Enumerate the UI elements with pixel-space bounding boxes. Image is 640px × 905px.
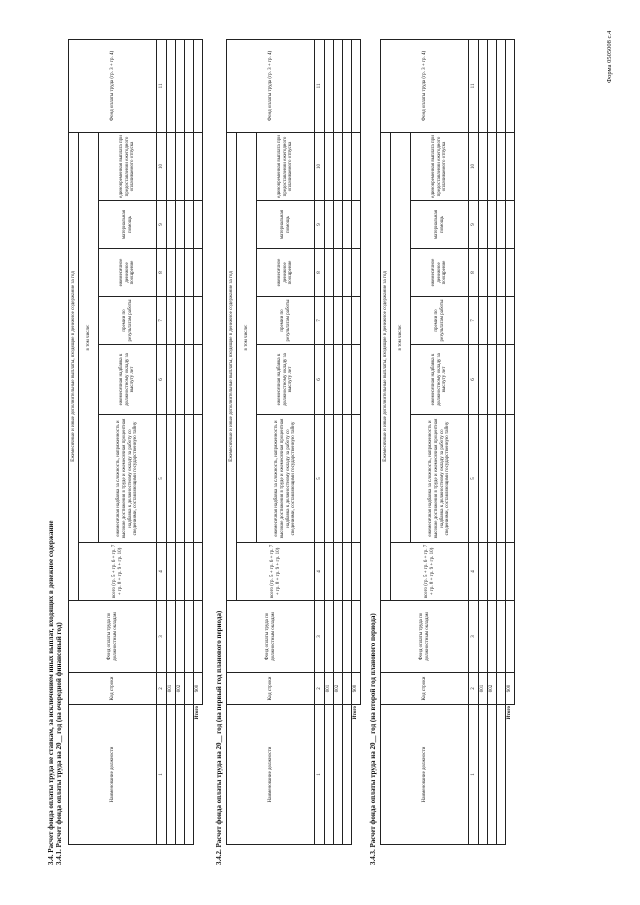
header-col6: ежемесячная надбавка к должностному окладу за выслугу лет xyxy=(257,345,315,415)
input-cell[interactable] xyxy=(479,39,488,132)
input-cell[interactable] xyxy=(176,601,185,673)
input-cell[interactable] xyxy=(185,345,194,415)
header-total: всего (гр. 5 + гр. 6 + гр. 7 + гр. 8 + гр. 9 + гр. 10) xyxy=(391,543,469,601)
total-label: Итого xyxy=(506,705,515,845)
payroll-table xyxy=(68,39,203,845)
input-cell[interactable] xyxy=(185,201,194,249)
input-cell[interactable] xyxy=(479,249,488,297)
column-number: 9 xyxy=(157,201,167,249)
input-cell[interactable] xyxy=(176,415,185,543)
input-cell[interactable] xyxy=(185,673,194,705)
header-col10: единовременная выплата при предоставлении ежегодного оплачиваемого отпуска xyxy=(99,132,157,200)
column-number: 9 xyxy=(315,201,325,249)
row-code: 002 xyxy=(176,673,185,705)
payroll-table xyxy=(380,39,515,845)
total-cell[interactable] xyxy=(506,249,515,297)
column-number: 8 xyxy=(469,249,479,297)
input-cell[interactable] xyxy=(176,345,185,415)
column-number: 4 xyxy=(315,543,325,601)
input-cell[interactable] xyxy=(497,39,506,132)
column-number: 11 xyxy=(157,39,167,132)
input-cell[interactable] xyxy=(167,415,176,543)
input-cell[interactable] xyxy=(325,249,334,297)
payroll-table xyxy=(226,39,361,845)
total-cell[interactable] xyxy=(506,39,515,132)
column-number: 8 xyxy=(157,249,167,297)
row-code: 001 xyxy=(479,673,488,705)
input-cell[interactable] xyxy=(185,132,194,200)
section-title: 3.4. Расчет фонда оплаты труда не ставкам, за исключением иных выплат, входящих в денежное содержание xyxy=(47,520,55,865)
input-cell[interactable] xyxy=(185,415,194,543)
input-cell[interactable] xyxy=(325,201,334,249)
header-col9: материальная помощь xyxy=(99,201,157,249)
column-number: 7 xyxy=(157,297,167,345)
input-cell[interactable] xyxy=(343,39,352,132)
header-fund-total: Фонд оплаты труда (гр. 3 + гр. 4) xyxy=(381,39,469,132)
input-cell[interactable] xyxy=(488,705,497,845)
input-cell[interactable] xyxy=(343,297,352,345)
header-col6: ежемесячная надбавка к должностному окладу за выслугу лет xyxy=(99,345,157,415)
input-cell[interactable] xyxy=(479,705,488,845)
header-fund-total: Фонд оплаты труда (гр. 3 + гр. 4) xyxy=(227,39,315,132)
input-cell[interactable] xyxy=(479,201,488,249)
input-cell[interactable] xyxy=(167,601,176,673)
input-cell[interactable] xyxy=(167,705,176,845)
input-cell[interactable] xyxy=(488,201,497,249)
total-cell[interactable] xyxy=(352,132,361,200)
input-cell[interactable] xyxy=(176,39,185,132)
column-number: 11 xyxy=(315,39,325,132)
header-total: всего (гр. 5 + гр. 6 + гр. 7 + гр. 8 + гр. 9 + гр. 10) xyxy=(237,543,315,601)
input-cell[interactable] xyxy=(185,601,194,673)
input-cell[interactable] xyxy=(167,201,176,249)
input-cell[interactable] xyxy=(497,345,506,415)
input-cell[interactable] xyxy=(334,297,343,345)
input-cell[interactable] xyxy=(185,297,194,345)
input-cell[interactable] xyxy=(325,39,334,132)
header-col10: единовременная выплата при предоставлении ежегодного оплачиваемого отпуска xyxy=(411,132,469,200)
input-cell[interactable] xyxy=(325,345,334,415)
header-incl: в том числе: xyxy=(237,132,257,542)
header-name: Наименование должности xyxy=(227,705,315,845)
column-number: 2 xyxy=(157,673,167,705)
input-cell[interactable] xyxy=(497,705,506,845)
input-cell[interactable] xyxy=(479,132,488,200)
input-cell[interactable] xyxy=(479,345,488,415)
input-cell[interactable] xyxy=(343,673,352,705)
header-group-title: Ежемесячные и иные дополнительные выплаты, входящие в денежное содержание за год xyxy=(69,132,79,600)
header-fund-by-salary: Фонд оплаты труда по должностным окладам xyxy=(69,601,157,673)
header-total: всего (гр. 5 + гр. 6 + гр. 7 + гр. 8 + гр. 9 + гр. 10) xyxy=(79,543,157,601)
header-col7: премии по результатам работы xyxy=(99,297,157,345)
header-fund-total: Фонд оплаты труда (гр. 3 + гр. 4) xyxy=(69,39,157,132)
header-name: Наименование должности xyxy=(69,705,157,845)
header-incl: в том числе: xyxy=(391,132,411,542)
header-incl: в том числе: xyxy=(79,132,99,542)
total-cell[interactable] xyxy=(352,543,361,601)
total-code: 900 xyxy=(352,673,361,705)
total-code: 900 xyxy=(506,673,515,705)
row-code: 002 xyxy=(334,673,343,705)
total-cell[interactable] xyxy=(194,543,203,601)
table-title-3: 3.4.3. Расчет фонда оплаты труда на 20__ год (на второй год планового периода) xyxy=(369,613,377,865)
input-cell[interactable] xyxy=(497,132,506,200)
header-col5: ежемесячная надбавка за сложность, напряженность и высокие достижения в труде и ежемесячная процентная надбавка к должностному окладу за работу со сведениями, составляющими государственную тайну xyxy=(411,415,469,543)
input-cell[interactable] xyxy=(185,705,194,845)
column-number: 10 xyxy=(469,132,479,200)
total-cell[interactable] xyxy=(352,201,361,249)
input-cell[interactable] xyxy=(185,543,194,601)
input-cell[interactable] xyxy=(167,39,176,132)
input-cell[interactable] xyxy=(325,132,334,200)
row-code: 001 xyxy=(325,673,334,705)
header-col8: ежемесячное денежное поощрение xyxy=(99,249,157,297)
total-cell[interactable] xyxy=(194,415,203,543)
input-cell[interactable] xyxy=(488,39,497,132)
table-title-1: 3.4.1. Расчет фонда оплаты труда на 20__ год (на очередной финансовый год) xyxy=(55,622,63,865)
input-cell[interactable] xyxy=(185,39,194,132)
total-cell[interactable] xyxy=(194,39,203,132)
total-cell[interactable] xyxy=(506,201,515,249)
column-number: 10 xyxy=(315,132,325,200)
input-cell[interactable] xyxy=(488,345,497,415)
total-cell[interactable] xyxy=(506,601,515,673)
input-cell[interactable] xyxy=(479,543,488,601)
header-fund-by-salary: Фонд оплаты труда по должностным окладам xyxy=(381,601,469,673)
column-number: 1 xyxy=(157,705,167,845)
input-cell[interactable] xyxy=(343,249,352,297)
total-cell[interactable] xyxy=(506,415,515,543)
total-cell[interactable] xyxy=(506,543,515,601)
input-cell[interactable] xyxy=(325,415,334,543)
input-cell[interactable] xyxy=(334,543,343,601)
header-group-title: Ежемесячные и иные дополнительные выплаты, входящие в денежное содержание за год xyxy=(227,132,237,600)
input-cell[interactable] xyxy=(334,705,343,845)
column-number: 6 xyxy=(157,345,167,415)
column-number: 7 xyxy=(315,297,325,345)
header-col7: премии по результатам работы xyxy=(411,297,469,345)
total-cell[interactable] xyxy=(194,201,203,249)
total-code: 900 xyxy=(194,673,203,705)
column-number: 8 xyxy=(315,249,325,297)
column-number: 5 xyxy=(157,415,167,543)
total-cell[interactable] xyxy=(506,297,515,345)
input-cell[interactable] xyxy=(497,249,506,297)
input-cell[interactable] xyxy=(167,543,176,601)
header-col5: ежемесячная надбавка за сложность, напряженность и высокие достижения в труде и ежемесячная процентная надбавка к должностному окладу за работу со сведениями, составляющими государственную тайну xyxy=(257,415,315,543)
input-cell[interactable] xyxy=(325,543,334,601)
input-cell[interactable] xyxy=(334,345,343,415)
header-code: Код строки xyxy=(381,673,469,705)
column-number: 4 xyxy=(469,543,479,601)
column-number: 5 xyxy=(315,415,325,543)
column-number: 11 xyxy=(469,39,479,132)
input-cell[interactable] xyxy=(176,249,185,297)
column-number: 10 xyxy=(157,132,167,200)
total-cell[interactable] xyxy=(194,345,203,415)
header-col8: ежемесячное денежное поощрение xyxy=(411,249,469,297)
header-code: Код строки xyxy=(227,673,315,705)
input-cell[interactable] xyxy=(497,415,506,543)
input-cell[interactable] xyxy=(497,543,506,601)
input-cell[interactable] xyxy=(488,249,497,297)
input-cell[interactable] xyxy=(488,132,497,200)
total-cell[interactable] xyxy=(194,297,203,345)
header-col7: премии по результатам работы xyxy=(257,297,315,345)
input-cell[interactable] xyxy=(479,601,488,673)
column-number: 9 xyxy=(469,201,479,249)
input-cell[interactable] xyxy=(488,415,497,543)
column-number: 6 xyxy=(315,345,325,415)
header-col9: материальная помощь xyxy=(411,201,469,249)
header-col5: ежемесячная надбавка за сложность, напряженность и высокие достижения в труде и ежемесячная процентная надбавка к должностному окладу за работу со сведениями, составляющими государственную тайну xyxy=(99,415,157,543)
total-cell[interactable] xyxy=(194,601,203,673)
total-label: Итого xyxy=(194,705,203,845)
column-number: 3 xyxy=(315,601,325,673)
total-cell[interactable] xyxy=(506,345,515,415)
input-cell[interactable] xyxy=(479,297,488,345)
input-cell[interactable] xyxy=(488,297,497,345)
input-cell[interactable] xyxy=(185,249,194,297)
row-code: 001 xyxy=(167,673,176,705)
input-cell[interactable] xyxy=(167,345,176,415)
input-cell[interactable] xyxy=(176,543,185,601)
column-number: 3 xyxy=(469,601,479,673)
input-cell[interactable] xyxy=(325,297,334,345)
input-cell[interactable] xyxy=(488,543,497,601)
form-stamp: Форма 0505008 с.4 xyxy=(606,30,613,83)
total-cell[interactable] xyxy=(506,132,515,200)
input-cell[interactable] xyxy=(334,415,343,543)
input-cell[interactable] xyxy=(343,201,352,249)
input-cell[interactable] xyxy=(343,705,352,845)
column-number: 3 xyxy=(157,601,167,673)
total-label: Итого xyxy=(352,705,361,845)
input-cell[interactable] xyxy=(325,705,334,845)
input-cell[interactable] xyxy=(497,201,506,249)
total-cell[interactable] xyxy=(352,39,361,132)
column-number: 6 xyxy=(469,345,479,415)
header-group-title: Ежемесячные и иные дополнительные выплаты, входящие в денежное содержание за год xyxy=(381,132,391,600)
column-number: 5 xyxy=(469,415,479,543)
header-col6: ежемесячная надбавка к должностному окладу за выслугу лет xyxy=(411,345,469,415)
column-number: 1 xyxy=(315,705,325,845)
header-col8: ежемесячное денежное поощрение xyxy=(257,249,315,297)
total-cell[interactable] xyxy=(352,345,361,415)
input-cell[interactable] xyxy=(167,249,176,297)
input-cell[interactable] xyxy=(343,543,352,601)
total-cell[interactable] xyxy=(352,249,361,297)
input-cell[interactable] xyxy=(167,297,176,345)
input-cell[interactable] xyxy=(334,201,343,249)
input-cell[interactable] xyxy=(343,601,352,673)
total-cell[interactable] xyxy=(194,132,203,200)
header-name: Наименование должности xyxy=(381,705,469,845)
input-cell[interactable] xyxy=(176,132,185,200)
input-cell[interactable] xyxy=(479,415,488,543)
input-cell[interactable] xyxy=(343,415,352,543)
column-number: 1 xyxy=(469,705,479,845)
input-cell[interactable] xyxy=(497,673,506,705)
header-code: Код строки xyxy=(69,673,157,705)
total-cell[interactable] xyxy=(352,415,361,543)
input-cell[interactable] xyxy=(343,132,352,200)
row-code: 002 xyxy=(488,673,497,705)
input-cell[interactable] xyxy=(176,201,185,249)
input-cell[interactable] xyxy=(488,601,497,673)
input-cell[interactable] xyxy=(334,249,343,297)
input-cell[interactable] xyxy=(176,297,185,345)
column-number: 4 xyxy=(157,543,167,601)
column-number: 7 xyxy=(469,297,479,345)
header-col10: единовременная выплата при предоставлении ежегодного оплачиваемого отпуска xyxy=(257,132,315,200)
total-cell[interactable] xyxy=(194,249,203,297)
input-cell[interactable] xyxy=(334,132,343,200)
column-number: 2 xyxy=(315,673,325,705)
header-col9: материальная помощь xyxy=(257,201,315,249)
total-cell[interactable] xyxy=(352,297,361,345)
input-cell[interactable] xyxy=(497,601,506,673)
header-fund-by-salary: Фонд оплаты труда по должностным окладам xyxy=(227,601,315,673)
input-cell[interactable] xyxy=(325,601,334,673)
input-cell[interactable] xyxy=(343,345,352,415)
input-cell[interactable] xyxy=(176,705,185,845)
table-title-2: 3.4.2. Расчет фонда оплаты труда на 20__ год (на первый год планового периода) xyxy=(215,610,223,865)
input-cell[interactable] xyxy=(334,601,343,673)
input-cell[interactable] xyxy=(497,297,506,345)
input-cell[interactable] xyxy=(167,132,176,200)
total-cell[interactable] xyxy=(352,601,361,673)
column-number: 2 xyxy=(469,673,479,705)
input-cell[interactable] xyxy=(334,39,343,132)
